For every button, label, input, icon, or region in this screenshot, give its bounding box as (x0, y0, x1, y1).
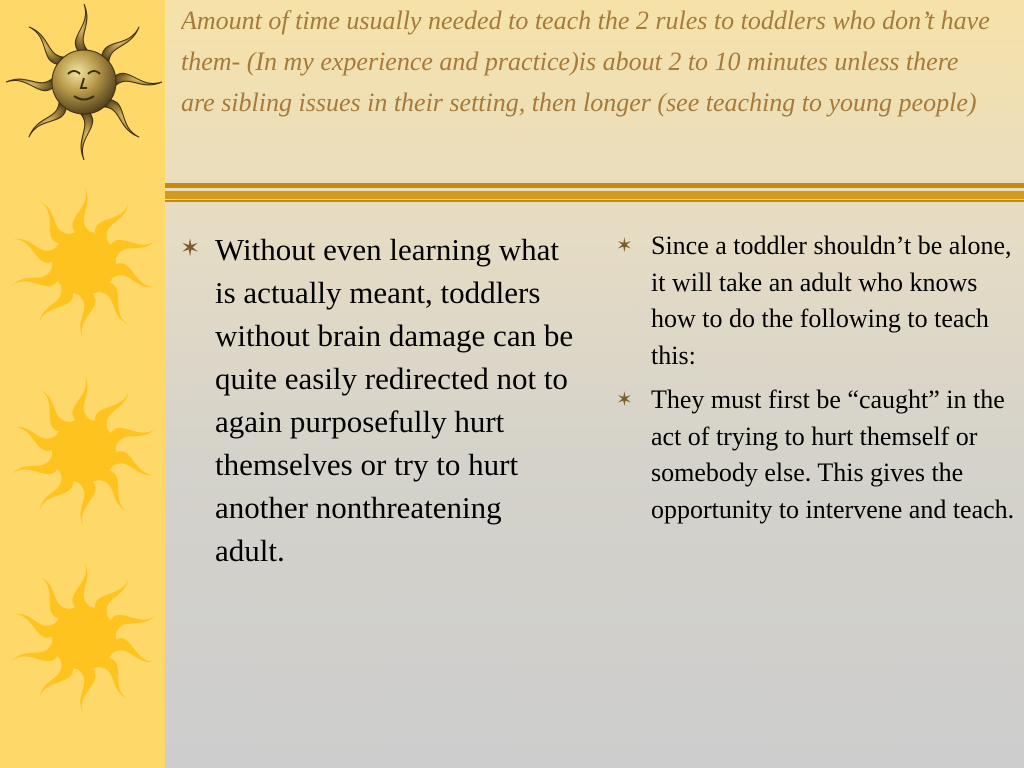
left-bullet-list (178, 228, 578, 572)
sun-icon (6, 560, 162, 716)
sun-icon (6, 373, 162, 529)
right-bullet-list (616, 228, 1016, 528)
bullet-item (178, 228, 578, 572)
bullet-text: They must first be “caught” in the act of trying to hurt themself or somebody else. This gives the opportunity to intervene and teach. (651, 385, 1015, 524)
slide-title: Amount of time usually needed to teach the 2 rules to toddlers who don’t have them- (In my experience and practice)is about 2 to 10 minutes unless there are sibling issues in their setting, then longer (see teaching to young people) (181, 6, 990, 117)
star-bullet-icon: ✶ (616, 389, 633, 411)
bullet-text: Without even learning what is actually meant, toddlers without brain damage can be quite easily redirected not to again purposefully hurt themselves or try to hurt another nonthreatening adult. (215, 232, 574, 568)
title-divider (165, 181, 1024, 205)
decorative-sidebar (0, 0, 165, 768)
bullet-text: Since a toddler shouldn’t be alone, it will take an adult who knows how to do the following to teach this: (651, 231, 1012, 370)
sun-face-icon (4, 2, 164, 162)
bullet-item (616, 382, 1016, 528)
bullet-item (616, 228, 1016, 374)
star-bullet-icon: ✶ (616, 235, 633, 257)
left-bullet-column (178, 228, 578, 572)
right-bullet-column (616, 228, 1016, 536)
sun-icon (6, 185, 162, 341)
star-bullet-icon: ✶ (180, 236, 201, 262)
